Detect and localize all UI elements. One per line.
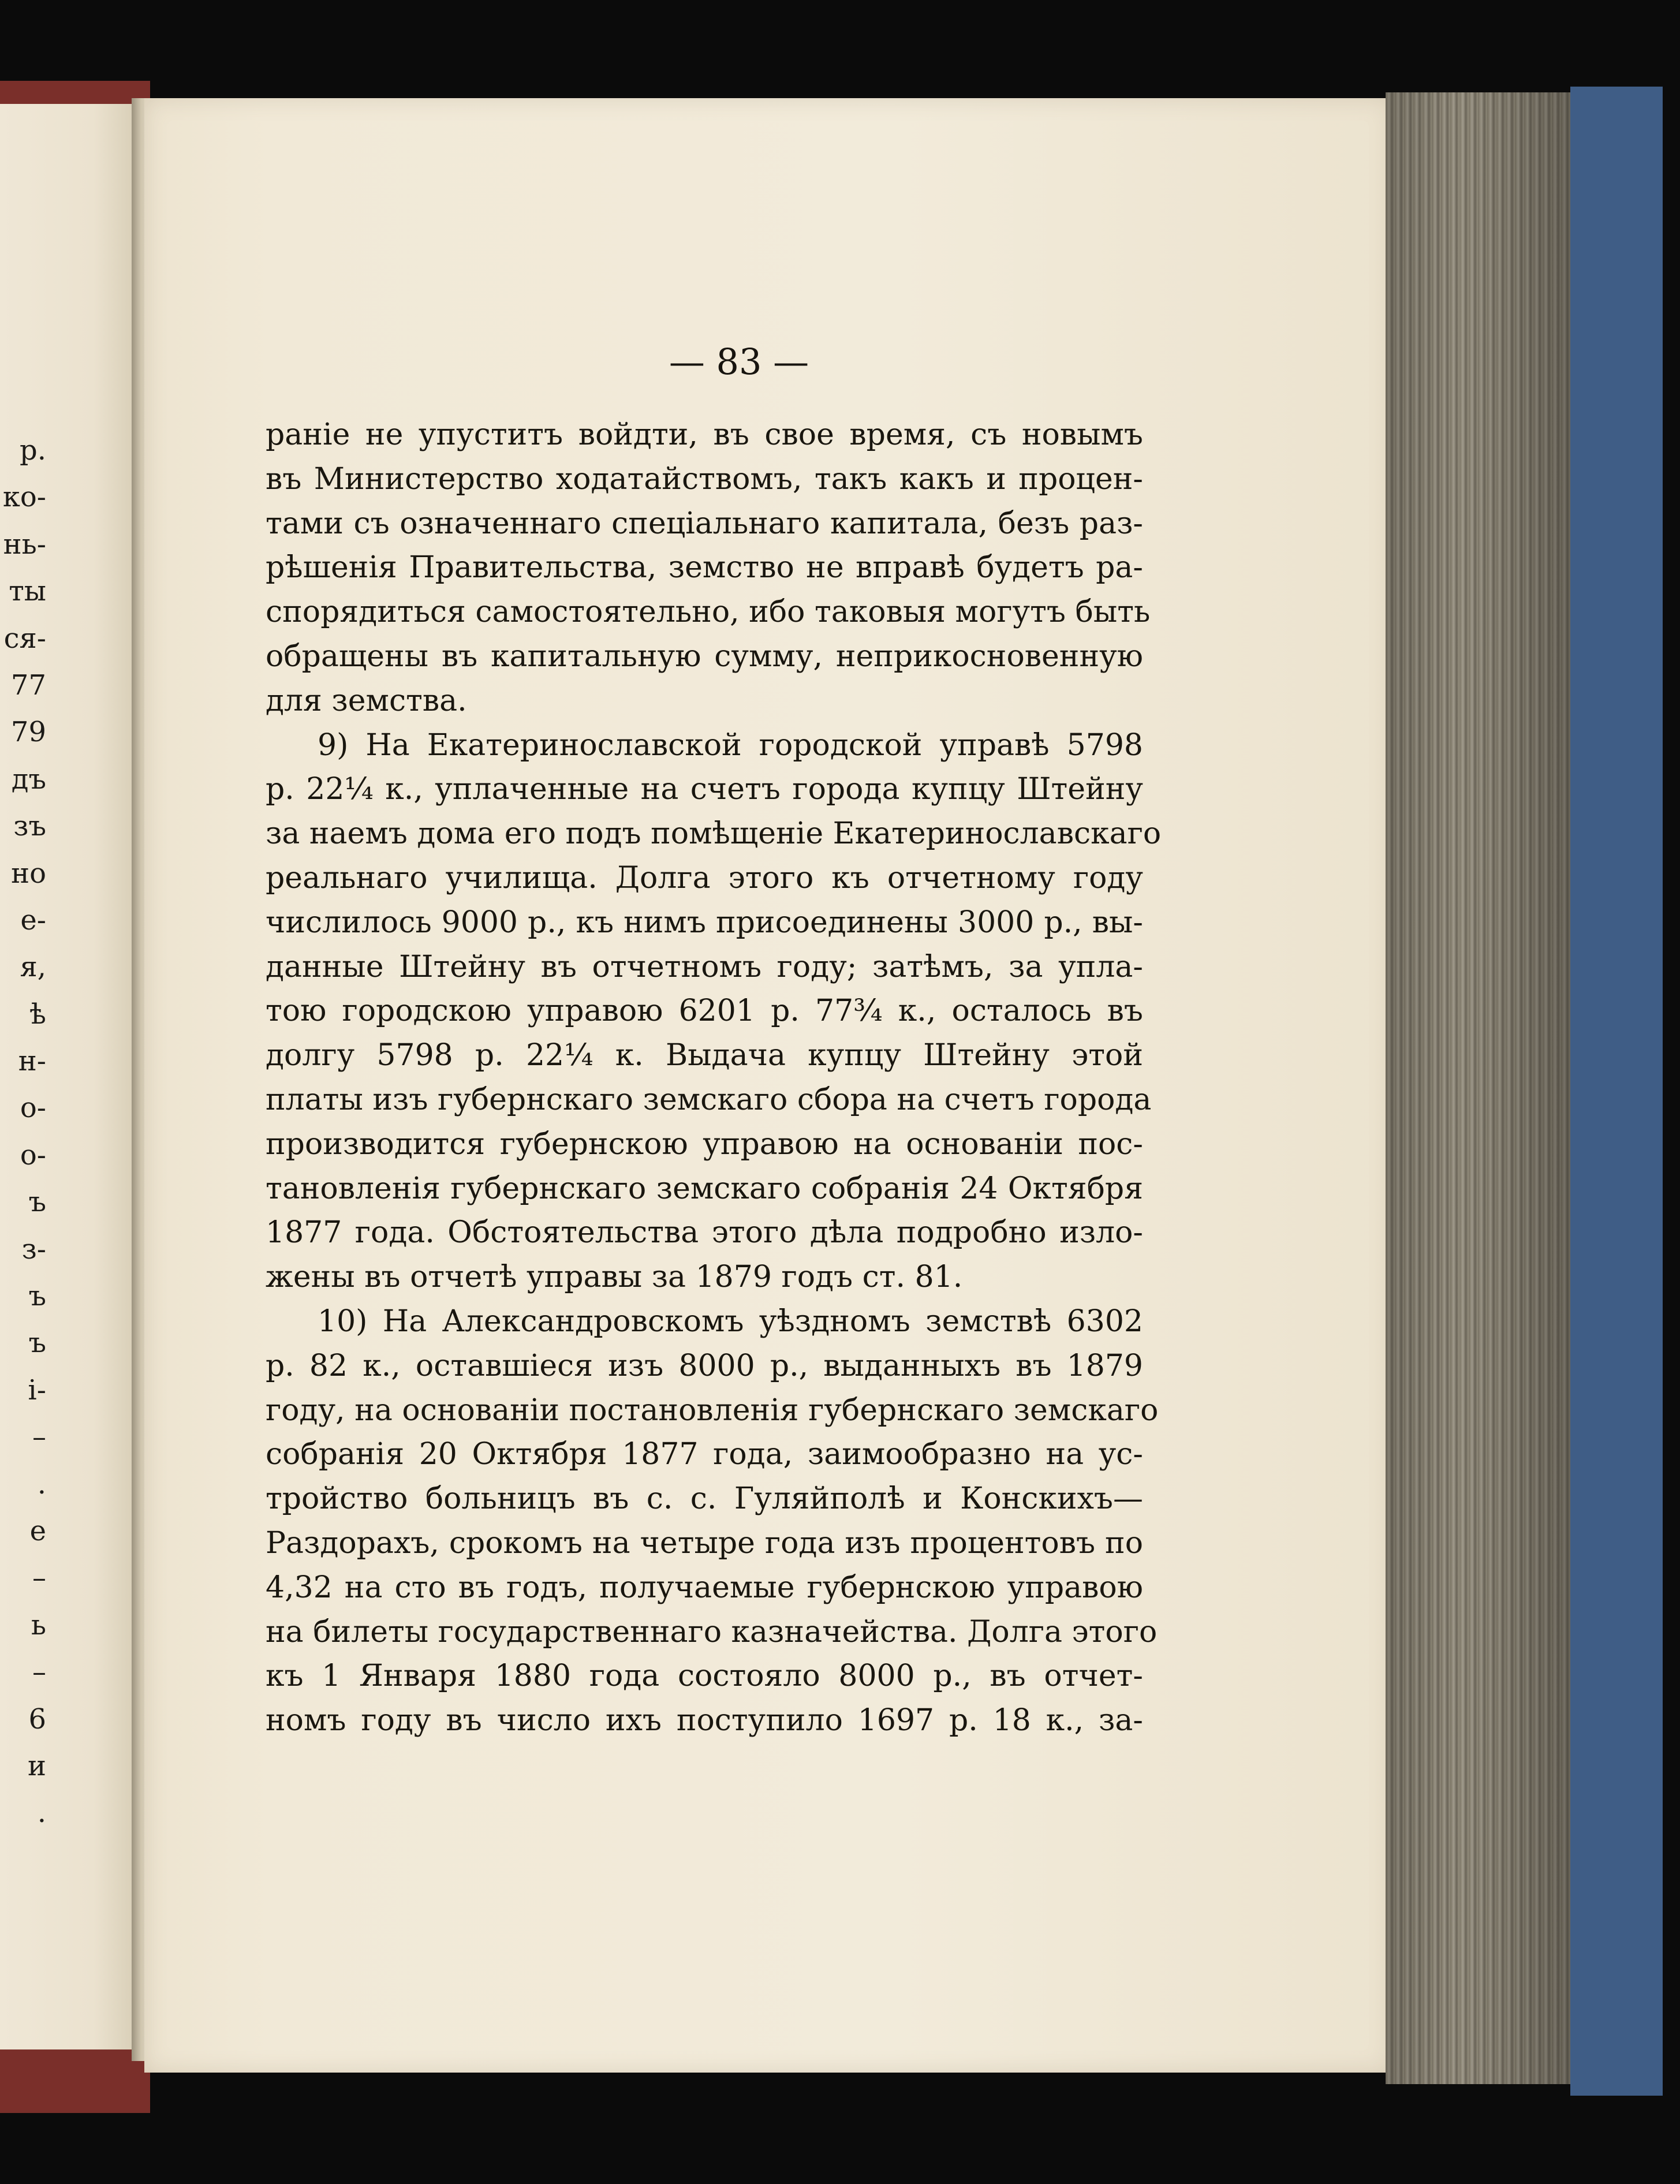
left-page-fragment: ь	[31, 1608, 46, 1641]
left-page-fragment: ѣ	[29, 998, 46, 1031]
page-number: — 83 —	[669, 341, 809, 383]
left-page-fragment: ко-	[2, 481, 46, 514]
text-line: тройство больницъ въ с. с. Гуляйполѣ и Конскихъ—	[266, 1481, 1143, 1517]
left-page-fragment: –	[32, 1656, 46, 1689]
right-book-cover	[1570, 87, 1663, 2096]
left-page-text-fragments	[0, 427, 46, 1837]
text-line: данные Штейну въ отчетномъ году; затѣмъ, за упла-	[266, 949, 1143, 984]
left-page-fragment: –	[32, 1562, 46, 1595]
text-line: долгу 5798 р. 22¼ к. Выдача купцу Штейну этой	[266, 1038, 1143, 1073]
text-line: для земства.	[266, 683, 467, 718]
text-line: тановленія губернскаго земскаго собранія 24 Октября	[266, 1171, 1143, 1206]
left-page-fragment: ъ	[28, 1280, 46, 1313]
left-page-fragment: р.	[20, 434, 46, 466]
left-page-fragment: ты	[9, 575, 46, 608]
body-text	[266, 413, 1162, 1743]
left-page	[0, 104, 134, 2049]
text-line: р. 22¼ к., уплаченные на счетъ города купцу Штейну	[266, 772, 1143, 807]
left-page-fragment: я,	[20, 951, 46, 984]
left-page-fragment: –	[32, 1421, 46, 1454]
text-line: собранія 20 Октября 1877 года, заимообразно на ус-	[266, 1437, 1143, 1472]
left-page-fragment: ся-	[3, 622, 46, 655]
text-line: на билеты государственнаго казначейства. Долга этого	[266, 1614, 1158, 1649]
text-line: тами съ означеннаго спеціальнаго капитала, безъ раз-	[266, 506, 1143, 541]
left-page-fragment: .	[37, 1468, 46, 1500]
left-page-fragment: зъ	[13, 810, 46, 843]
left-page-fragment: но	[11, 857, 46, 890]
text-line: раніе не упуститъ войдти, въ свое время, съ новымъ	[266, 417, 1143, 452]
text-line: рѣшенія Правительства, земство не вправѣ будетъ ра-	[266, 550, 1143, 585]
text-line: въ Министерство ходатайствомъ, такъ какъ и процен-	[266, 461, 1143, 496]
text-line: 9) На Екатеринославской городской управѣ 5798	[318, 727, 1143, 763]
text-line: номъ году въ число ихъ поступило 1697 р. 18 к., за-	[266, 1703, 1143, 1738]
text-line: 1877 года. Обстоятельства этого дѣла подробно изло-	[266, 1215, 1143, 1250]
text-line: Раздорахъ, срокомъ на четыре года изъ процентовъ по	[266, 1525, 1143, 1560]
text-line: производится губернскою управою на основаніи пос-	[266, 1126, 1143, 1162]
left-page-fragment: ъ	[28, 1186, 46, 1219]
text-line: платы изъ губернскаго земскаго сбора на счетъ города	[266, 1082, 1152, 1117]
left-page-fragment: и	[28, 1749, 46, 1782]
left-page-fragment: 6	[28, 1703, 46, 1735]
text-line: году, на основаніи постановленія губернскаго земскаго	[266, 1392, 1159, 1428]
left-page-fragment: о-	[20, 1138, 46, 1171]
left-page-fragment: ъ	[28, 1327, 46, 1360]
text-line: числилось 9000 р., къ нимъ присоединены 3000 р., вы-	[266, 905, 1143, 940]
left-page-fragment: е-	[20, 904, 46, 936]
left-page-fragment: дъ	[11, 763, 46, 796]
left-page-fragment: нь-	[3, 528, 46, 561]
left-page-fragment: і-	[28, 1373, 46, 1406]
text-line: за наемъ дома его подъ помѣщеніе Екатеринославскаго	[266, 816, 1162, 852]
text-line: спорядиться самостоятельно, ибо таковыя могутъ быть	[266, 595, 1151, 630]
left-page-fragment: 77	[10, 669, 46, 701]
left-page-fragment: е	[29, 1514, 46, 1547]
text-line: обращены въ капитальную сумму, неприкосновенную	[266, 639, 1143, 674]
text-line: тою городскою управою 6201 р. 77¾ к., осталось въ	[266, 994, 1143, 1029]
page-edges-shadow	[1386, 92, 1570, 2084]
text-line: жены въ отчетѣ управы за 1879 годъ ст. 81.	[266, 1260, 963, 1295]
left-page-fragment: о-	[20, 1092, 46, 1125]
left-page-fragment: 79	[10, 716, 46, 749]
left-page-fragment: .	[37, 1797, 46, 1830]
text-line: реальнаго училища. Долга этого къ отчетному году	[266, 860, 1143, 895]
text-line: 4,32 на сто въ годъ, получаемые губернскою управою	[266, 1570, 1143, 1605]
left-page-fragment: з-	[21, 1233, 46, 1265]
text-line: р. 82 к., оставшіеся изъ 8000 р., выданныхъ въ 1879	[266, 1348, 1143, 1383]
text-line: къ 1 Января 1880 года состояло 8000 р., въ отчет-	[266, 1659, 1143, 1694]
left-page-fragment: н-	[18, 1045, 46, 1078]
text-line: 10) На Александровскомъ уѣздномъ земствѣ 6302	[318, 1304, 1143, 1339]
